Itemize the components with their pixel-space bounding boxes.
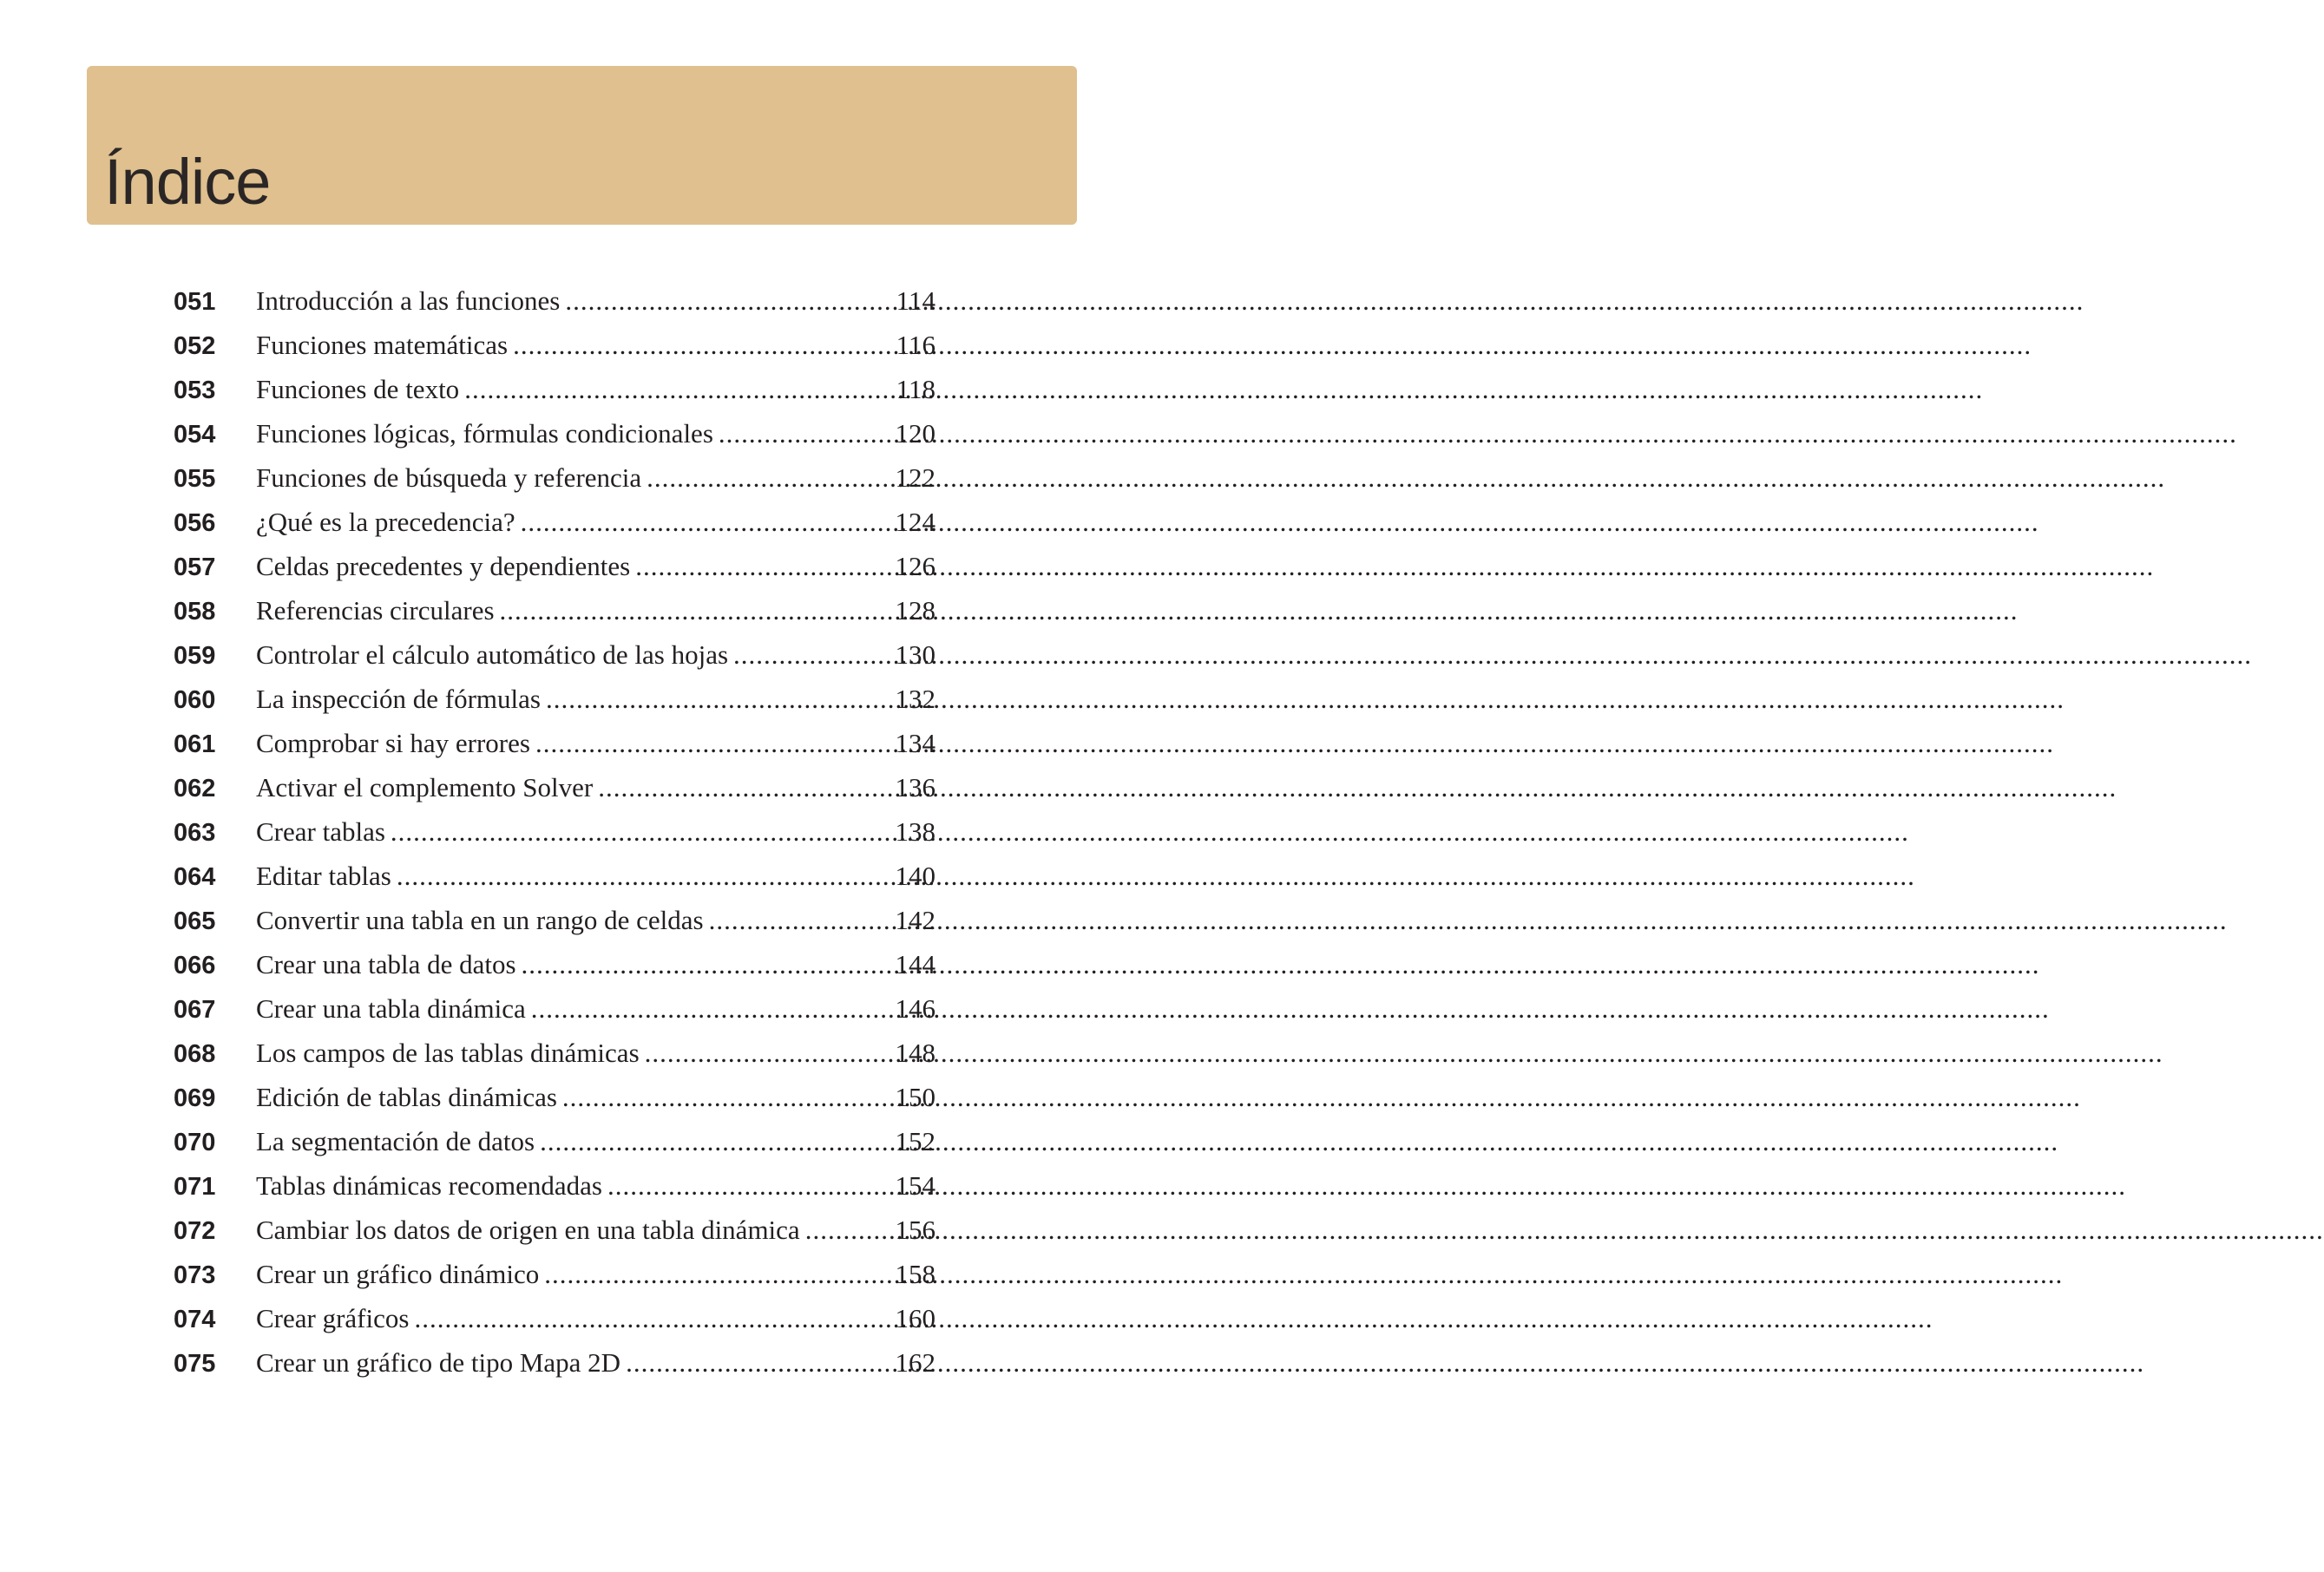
- toc-entry[interactable]: [174, 1075, 936, 1119]
- toc-entry-page: 160: [895, 1303, 936, 1333]
- toc-entry[interactable]: [174, 1296, 936, 1340]
- toc-entry-title: Edición de tablas dinámicas: [256, 1082, 557, 1112]
- toc-entry-title: Comprobar si hay errores: [256, 728, 530, 758]
- toc-entry-page: 156: [895, 1215, 936, 1245]
- toc-dot-leader: [391, 809, 891, 854]
- toc-entry-page: 140: [895, 861, 936, 891]
- toc-dot-leader: [540, 1119, 890, 1163]
- toc-entry-number: 061: [174, 730, 216, 758]
- toc-dot-leader: [598, 765, 890, 809]
- toc-entry-page: 138: [895, 816, 936, 847]
- toc-entry-page: 144: [895, 949, 936, 979]
- toc-entry-title: Funciones de búsqueda y referencia: [256, 462, 642, 493]
- toc-entry[interactable]: [174, 1119, 936, 1163]
- toc-dot-leader: [531, 986, 891, 1031]
- toc-entry-title: Crear un gráfico de tipo Mapa 2D: [256, 1347, 621, 1378]
- toc-entry[interactable]: [174, 455, 936, 500]
- toc-dot-leader: [635, 544, 890, 588]
- toc-entry-title: Introducción a las funciones: [256, 285, 561, 316]
- toc-entry-page: 142: [895, 905, 936, 935]
- toc-entry-number: 052: [174, 332, 216, 360]
- toc-entry-title: Tablas dinámicas recomendadas: [256, 1170, 602, 1201]
- toc-entry-title: La segmentación de datos: [256, 1126, 535, 1156]
- toc-dot-leader: [464, 367, 891, 411]
- toc-entry-number: 074: [174, 1306, 216, 1333]
- toc-entry[interactable]: [174, 278, 936, 323]
- toc-entry-title: Celdas precedentes y dependientes: [256, 551, 631, 581]
- toc-entry-title: Funciones lógicas, fórmulas condicionales: [256, 418, 713, 449]
- toc-entry-page: 152: [895, 1126, 936, 1156]
- toc-entry[interactable]: [174, 721, 936, 765]
- toc-entry[interactable]: [174, 809, 936, 854]
- toc-entry[interactable]: [174, 1031, 936, 1075]
- toc-dot-leader: [544, 1252, 890, 1296]
- toc-entry-page: 162: [895, 1347, 936, 1378]
- toc-dot-leader: [521, 500, 891, 544]
- toc-entry-page: 118: [896, 374, 936, 404]
- toc-dot-leader: [626, 1340, 890, 1385]
- toc-entry-number: 055: [174, 465, 216, 493]
- toc-entry-number: 054: [174, 421, 216, 449]
- toc-entry-number: 064: [174, 863, 216, 891]
- toc-entry-number: 053: [174, 377, 216, 404]
- toc-entry-number: 051: [174, 288, 216, 316]
- toc-entry[interactable]: [174, 1252, 936, 1296]
- toc-dot-leader: [733, 632, 890, 677]
- toc-entry-number: 075: [174, 1350, 216, 1378]
- toc-dot-leader: [607, 1163, 891, 1208]
- toc-entry[interactable]: [174, 367, 936, 411]
- toc-entry[interactable]: [174, 1163, 936, 1208]
- toc-entry-page: 158: [895, 1259, 936, 1289]
- toc-entry-title: Convertir una tabla en un rango de celdas: [256, 905, 704, 935]
- toc-dot-leader: [647, 455, 890, 500]
- toc-dot-leader: [805, 1208, 891, 1252]
- toc-entry-title: Crear gráficos: [256, 1303, 410, 1333]
- toc-entry-number: 062: [174, 775, 216, 802]
- toc-entry-page: 116: [896, 330, 936, 360]
- toc-entry-number: 056: [174, 509, 216, 537]
- toc-entry-title: Funciones de texto: [256, 374, 460, 404]
- toc-dot-leader: [414, 1296, 890, 1340]
- toc-entry[interactable]: [174, 1208, 936, 1252]
- toc-entry-number: 072: [174, 1217, 216, 1245]
- toc-dot-leader: [709, 898, 891, 942]
- toc-entry-title: Crear tablas: [256, 816, 385, 847]
- toc-entry-title: Crear un gráfico dinámico: [256, 1259, 540, 1289]
- toc-entry-title: Crear una tabla dinámica: [256, 993, 526, 1024]
- toc-entry[interactable]: [174, 898, 936, 942]
- toc-entry[interactable]: [174, 588, 936, 632]
- toc-entry-page: 114: [896, 285, 936, 316]
- toc-entry[interactable]: [174, 323, 936, 367]
- toc-entry-page: 132: [895, 684, 936, 714]
- toc-entry[interactable]: [174, 986, 936, 1031]
- toc-entry-page: 120: [895, 418, 936, 449]
- toc-dot-leader: [500, 588, 891, 632]
- toc-entry-page: 128: [895, 595, 936, 626]
- toc-dot-leader: [565, 278, 891, 323]
- toc-entry-number: 069: [174, 1084, 216, 1112]
- toc-entry-title: Crear una tabla de datos: [256, 949, 516, 979]
- toc-entry-page: 124: [895, 507, 936, 537]
- toc-entry-number: 071: [174, 1173, 216, 1201]
- page-title: Índice: [104, 146, 271, 218]
- toc-entry-title: Cambiar los datos de origen en una tabla dinámica: [256, 1215, 800, 1245]
- toc-entry-page: 136: [895, 772, 936, 802]
- toc-entry-number: 065: [174, 907, 216, 935]
- toc-entry-page: 154: [895, 1170, 936, 1201]
- toc-entry-number: 063: [174, 819, 216, 847]
- toc-entry-number: 057: [174, 553, 216, 581]
- toc-dot-leader: [522, 942, 891, 986]
- toc-dot-leader: [397, 854, 891, 898]
- toc-entry-title: Editar tablas: [256, 861, 391, 891]
- toc-dot-leader: [645, 1031, 891, 1075]
- toc-dot-leader: [513, 323, 892, 367]
- toc-entry[interactable]: [174, 765, 936, 809]
- toc-entry-title: La inspección de fórmulas: [256, 684, 541, 714]
- toc-dot-leader: [719, 411, 891, 455]
- toc-entry-title: Funciones matemáticas: [256, 330, 509, 360]
- toc-entry[interactable]: [174, 544, 936, 588]
- toc-dot-leader: [535, 721, 891, 765]
- toc-entry-number: 073: [174, 1261, 216, 1289]
- toc-entry[interactable]: [174, 942, 936, 986]
- toc-entry[interactable]: [174, 1340, 936, 1385]
- toc-entry-number: 066: [174, 952, 216, 979]
- table-of-contents: [174, 278, 936, 1385]
- toc-entry-title: Activar el complemento Solver: [256, 772, 594, 802]
- toc-entry-title: ¿Qué es la precedencia?: [256, 507, 515, 537]
- toc-entry-number: 058: [174, 598, 216, 626]
- toc-entry-page: 148: [895, 1038, 936, 1068]
- toc-entry[interactable]: [174, 854, 936, 898]
- toc-entry-number: 060: [174, 686, 216, 714]
- toc-entry-page: 150: [895, 1082, 936, 1112]
- toc-entry-number: 068: [174, 1040, 216, 1068]
- toc-entry-title: Referencias circulares: [256, 595, 495, 626]
- toc-entry[interactable]: [174, 632, 936, 677]
- toc-entry-page: 146: [895, 993, 936, 1024]
- toc-entry[interactable]: [174, 500, 936, 544]
- toc-entry-number: 070: [174, 1129, 216, 1156]
- toc-entry-page: 130: [895, 639, 936, 670]
- toc-dot-leader: [546, 677, 891, 721]
- toc-entry[interactable]: [174, 677, 936, 721]
- toc-entry-page: 134: [895, 728, 936, 758]
- toc-entry-page: 126: [895, 551, 936, 581]
- toc-entry-page: 122: [895, 462, 936, 493]
- toc-entry-number: 059: [174, 642, 216, 670]
- toc-dot-leader: [562, 1075, 891, 1119]
- toc-entry-title: Los campos de las tablas dinámicas: [256, 1038, 640, 1068]
- toc-entry-title: Controlar el cálculo automático de las hojas: [256, 639, 729, 670]
- toc-entry[interactable]: [174, 411, 936, 455]
- toc-entry-number: 067: [174, 996, 216, 1024]
